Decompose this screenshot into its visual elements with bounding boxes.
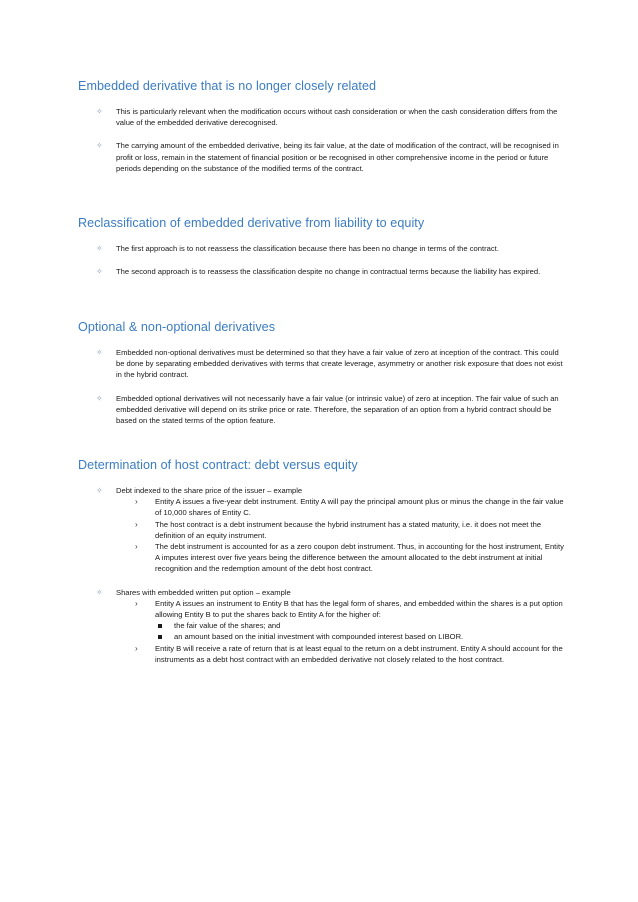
sub-item-text: Entity B will receive a rate of return that is at least equal to the return on a debt instrument. Entity A should account for the instruments as a debt host contract with an embedded derivative not closely related to the host contract. bbox=[155, 643, 563, 664]
sub-list-item bbox=[78, 519, 568, 541]
nested-list-item bbox=[78, 631, 568, 642]
star-bullet-icon: ✧ bbox=[96, 348, 103, 357]
chevron-bullet-icon: › bbox=[135, 542, 138, 552]
star-bullet-icon: ✧ bbox=[96, 587, 103, 597]
bullet-list bbox=[78, 347, 568, 426]
list-item-text: Embedded optional derivatives will not necessarily have a fair value (or intrinsic value) of zero at inception. The fair value of such an embedded derivative will depend on its strike price or rate. Therefore, the separation of an option from a hybrid contract should be based on the stated terms of the option feature. bbox=[116, 393, 559, 426]
nested-list bbox=[78, 620, 568, 642]
nested-item-text: an amount based on the initial investment with compounded interest based on LIBOR. bbox=[174, 632, 464, 642]
list-item bbox=[78, 106, 568, 128]
star-bullet-icon: ✧ bbox=[96, 486, 103, 495]
chevron-bullet-icon: › bbox=[135, 497, 138, 507]
list-item-text: Debt indexed to the share price of the issuer – example bbox=[116, 486, 303, 495]
section-heading: Optional & non-optional derivatives bbox=[78, 320, 276, 334]
nested-item-text: the fair value of the shares; and bbox=[174, 621, 281, 631]
chevron-bullet-icon: › bbox=[135, 598, 138, 608]
list-item-text: The first approach is to not reassess the classification because there has been no change in terms of the contract. bbox=[116, 244, 499, 253]
star-bullet-icon: ✧ bbox=[96, 393, 103, 403]
square-bullet-icon bbox=[158, 624, 162, 628]
chevron-bullet-icon: › bbox=[135, 643, 138, 653]
sub-item-text: The host contract is a debt instrument because the hybrid instrument has a stated maturity, i.e. it does not meet the definition of an equity instrument. bbox=[155, 519, 542, 540]
list-item-text: Embedded non-optional derivatives must be determined so that they have a fair value of zero at inception of the contract. This could be done by separating embedded derivatives with terms that create leverage, asymmetry or another risk exposure that does not exist in the hybrid contract. bbox=[116, 348, 563, 380]
sub-list bbox=[78, 496, 568, 574]
sub-item-text: The debt instrument is accounted for as a zero coupon debt instrument. Thus, in accounting for the host instrument, Entity A imputes interest over five years being the difference between the amount allocated to the debt instrument at initial recognition and the redemption amount of the debt host contract. bbox=[155, 542, 564, 574]
star-bullet-icon: ✧ bbox=[96, 244, 103, 253]
bullet-list bbox=[78, 485, 568, 665]
list-item bbox=[78, 393, 568, 427]
star-bullet-icon: ✧ bbox=[96, 107, 103, 116]
list-item-text: The second approach is to reassess the classification despite no change in contractual terms because the liability has expired. bbox=[116, 267, 541, 277]
list-item-text: This is particularly relevant when the modification occurs without cash consideration or when the cash consideration differs from the value of the embedded derivative derecognised. bbox=[116, 107, 558, 128]
bullet-list bbox=[78, 243, 568, 277]
list-item bbox=[78, 587, 568, 665]
square-bullet-icon bbox=[158, 635, 162, 639]
star-bullet-icon: ✧ bbox=[96, 141, 103, 151]
section-heading: Embedded derivative that is no longer closely related bbox=[78, 79, 377, 93]
list-item bbox=[78, 485, 568, 575]
section-host-contract bbox=[78, 458, 568, 677]
sub-item-text: Entity A issues an instrument to Entity B that has the legal form of shares, and embedded within the shares is a put option allowing Entity B to put the shares back to Entity A for the higher of: bbox=[155, 598, 563, 620]
section-heading: Reclassification of embedded derivative from liability to equity bbox=[78, 216, 425, 230]
list-item bbox=[78, 347, 568, 381]
sub-list-item bbox=[78, 496, 568, 518]
list-item-text: Shares with embedded written put option – example bbox=[116, 587, 291, 597]
sub-list-item bbox=[78, 541, 568, 575]
section-embedded-derivative bbox=[78, 79, 568, 186]
list-item-text: The carrying amount of the embedded derivative, being its fair value, at the date of modification of the contract, will be recognised in profit or loss, remain in the statement of financial position or be recognised in other comprehensive income in the period or future periods depending on the substance of the modified terms of the contract. bbox=[116, 141, 559, 173]
list-item bbox=[78, 140, 568, 174]
sub-list-item bbox=[78, 598, 568, 643]
sub-item-text: Entity A issues a five-year debt instrument. Entity A will pay the principal amount plus or minus the change in the fair value of 10,000 shares of Entity C. bbox=[155, 497, 564, 518]
sub-list-item bbox=[78, 643, 568, 665]
section-heading: Determination of host contract: debt versus equity bbox=[78, 458, 358, 472]
section-reclassification bbox=[78, 216, 568, 289]
sub-list bbox=[78, 598, 568, 665]
bullet-list bbox=[78, 106, 568, 174]
list-item bbox=[78, 243, 568, 254]
nested-list-item bbox=[78, 620, 568, 631]
star-bullet-icon: ✧ bbox=[96, 267, 103, 277]
list-item bbox=[78, 266, 568, 277]
section-optional-derivatives bbox=[78, 320, 568, 438]
chevron-bullet-icon: › bbox=[135, 519, 138, 529]
